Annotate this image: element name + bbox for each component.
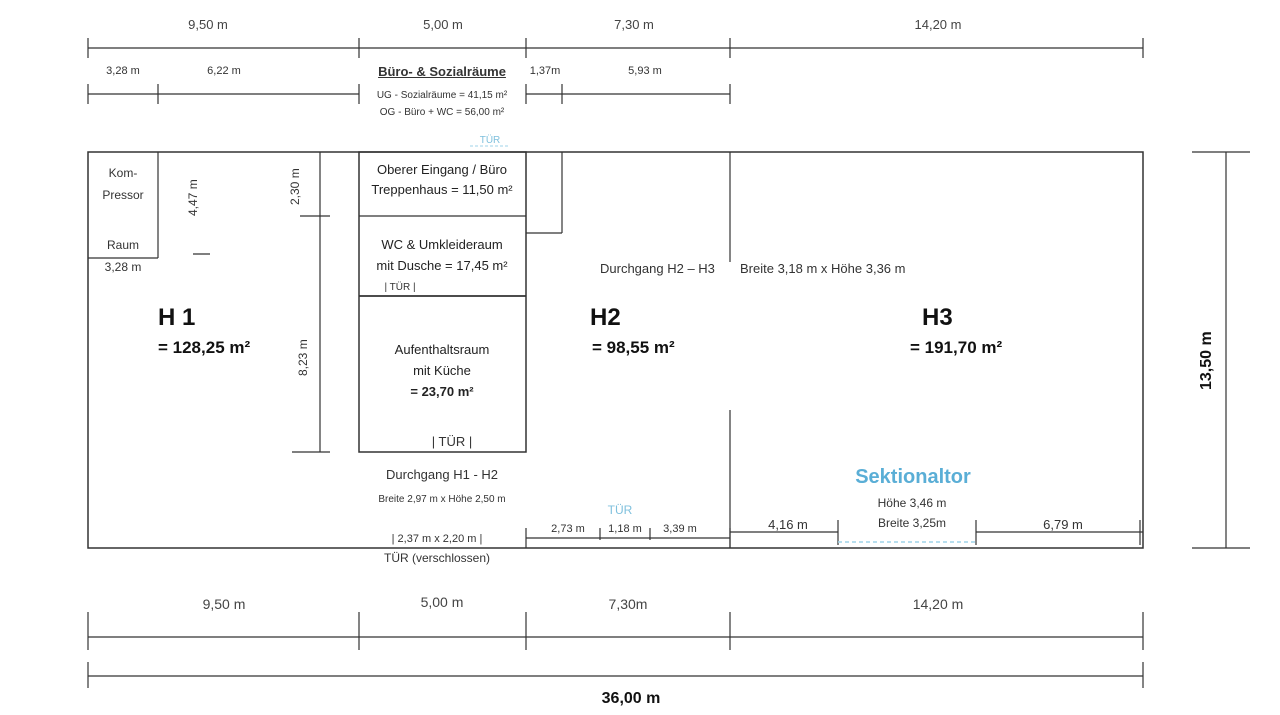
top-dim-h3: 14,20 m bbox=[914, 17, 962, 32]
door-size: | 2,37 m x 2,20 m | bbox=[391, 533, 483, 545]
wc-label-2: mit Dusche = 17,45 m² bbox=[376, 258, 508, 273]
right-dim-13-50: 13,50 m bbox=[1198, 331, 1215, 390]
bottom-dim-office: 5,00 m bbox=[420, 594, 464, 610]
buero-tuer: TÜR bbox=[479, 135, 501, 146]
bottom-dim-h3: 14,20 m bbox=[912, 596, 964, 612]
top-dim-kompressor: 3,28 m bbox=[106, 65, 140, 77]
top-dim-h2-rest: 5,93 m bbox=[628, 65, 662, 77]
h2-bottom-d3: 3,39 m bbox=[663, 523, 697, 535]
passage-h2h3: Durchgang H2 – H3 bbox=[600, 261, 715, 276]
h2-name: H2 bbox=[590, 304, 621, 331]
top-dim-office: 5,00 m bbox=[423, 17, 463, 32]
aufenthalt-door: | TÜR | bbox=[431, 434, 473, 449]
top-dim-h1: 9,50 m bbox=[188, 17, 228, 32]
aufenthalt-area: = 23,70 m² bbox=[410, 384, 474, 399]
kompressor-label-3: Raum bbox=[106, 238, 140, 252]
passage-h2h3-size: Breite 3,18 m x Höhe 3,36 m bbox=[740, 261, 906, 276]
passage-h1h2: Durchgang H1 - H2 bbox=[386, 467, 498, 482]
h2-bottom-d2: 1,18 m bbox=[608, 523, 642, 535]
h1-name: H 1 bbox=[158, 304, 196, 331]
kompressor-height: 4,47 m bbox=[186, 179, 200, 216]
aufenthalt-label-1: Aufenthaltsraum bbox=[394, 342, 490, 357]
h3-area: = 191,70 m² bbox=[910, 338, 1003, 357]
kompressor-label-2: Pressor bbox=[102, 188, 144, 202]
dim-2-30: 2,30 m bbox=[288, 168, 302, 205]
dim-8-23: 8,23 m bbox=[296, 339, 310, 376]
buero-ug: UG - Sozialräume = 41,15 m² bbox=[376, 90, 508, 101]
buero-title: Büro- & Sozialräume bbox=[378, 64, 506, 79]
buero-og: OG - Büro + WC = 56,00 m² bbox=[379, 107, 505, 118]
kompressor-label-1: Kom- bbox=[108, 166, 138, 180]
h3-bottom-left: 4,16 m bbox=[768, 517, 808, 532]
h2-bottom-d1: 2,73 m bbox=[551, 523, 585, 535]
eingang-label-2: Treppenhaus = 11,50 m² bbox=[371, 182, 513, 197]
tor-breite: Breite 3,25m bbox=[877, 516, 947, 530]
h2-area: = 98,55 m² bbox=[592, 338, 675, 357]
sektionaltor-label: Sektionaltor bbox=[855, 466, 971, 488]
aufenthalt-label-2: mit Küche bbox=[413, 363, 471, 378]
bottom-total: 36,00 m bbox=[601, 690, 661, 707]
h1-area: = 128,25 m² bbox=[158, 338, 251, 357]
passage-h1h2-size: Breite 2,97 m x Höhe 2,50 m bbox=[378, 494, 506, 505]
tor-hoehe: Höhe 3,46 m bbox=[877, 496, 947, 510]
h3-bottom-right: 6,79 m bbox=[1043, 517, 1083, 532]
kompressor-width: 3,28 m bbox=[104, 260, 142, 274]
h3-name: H3 bbox=[922, 304, 953, 331]
wc-label-1: WC & Umkleideraum bbox=[381, 237, 503, 252]
bottom-dim-h2: 7,30m bbox=[608, 596, 648, 612]
bottom-dim-h1: 9,50 m bbox=[202, 596, 246, 612]
door-locked: TÜR (verschlossen) bbox=[383, 551, 491, 565]
top-dim-h2: 7,30 m bbox=[614, 17, 654, 32]
eingang-label-1: Oberer Eingang / Büro bbox=[376, 162, 508, 177]
wc-door: | TÜR | bbox=[384, 282, 416, 293]
top-dim-h1-rest: 6,22 m bbox=[207, 65, 241, 77]
top-dim-stair: 1,37m bbox=[529, 65, 561, 77]
h2-bottom-door: TÜR bbox=[607, 503, 633, 517]
